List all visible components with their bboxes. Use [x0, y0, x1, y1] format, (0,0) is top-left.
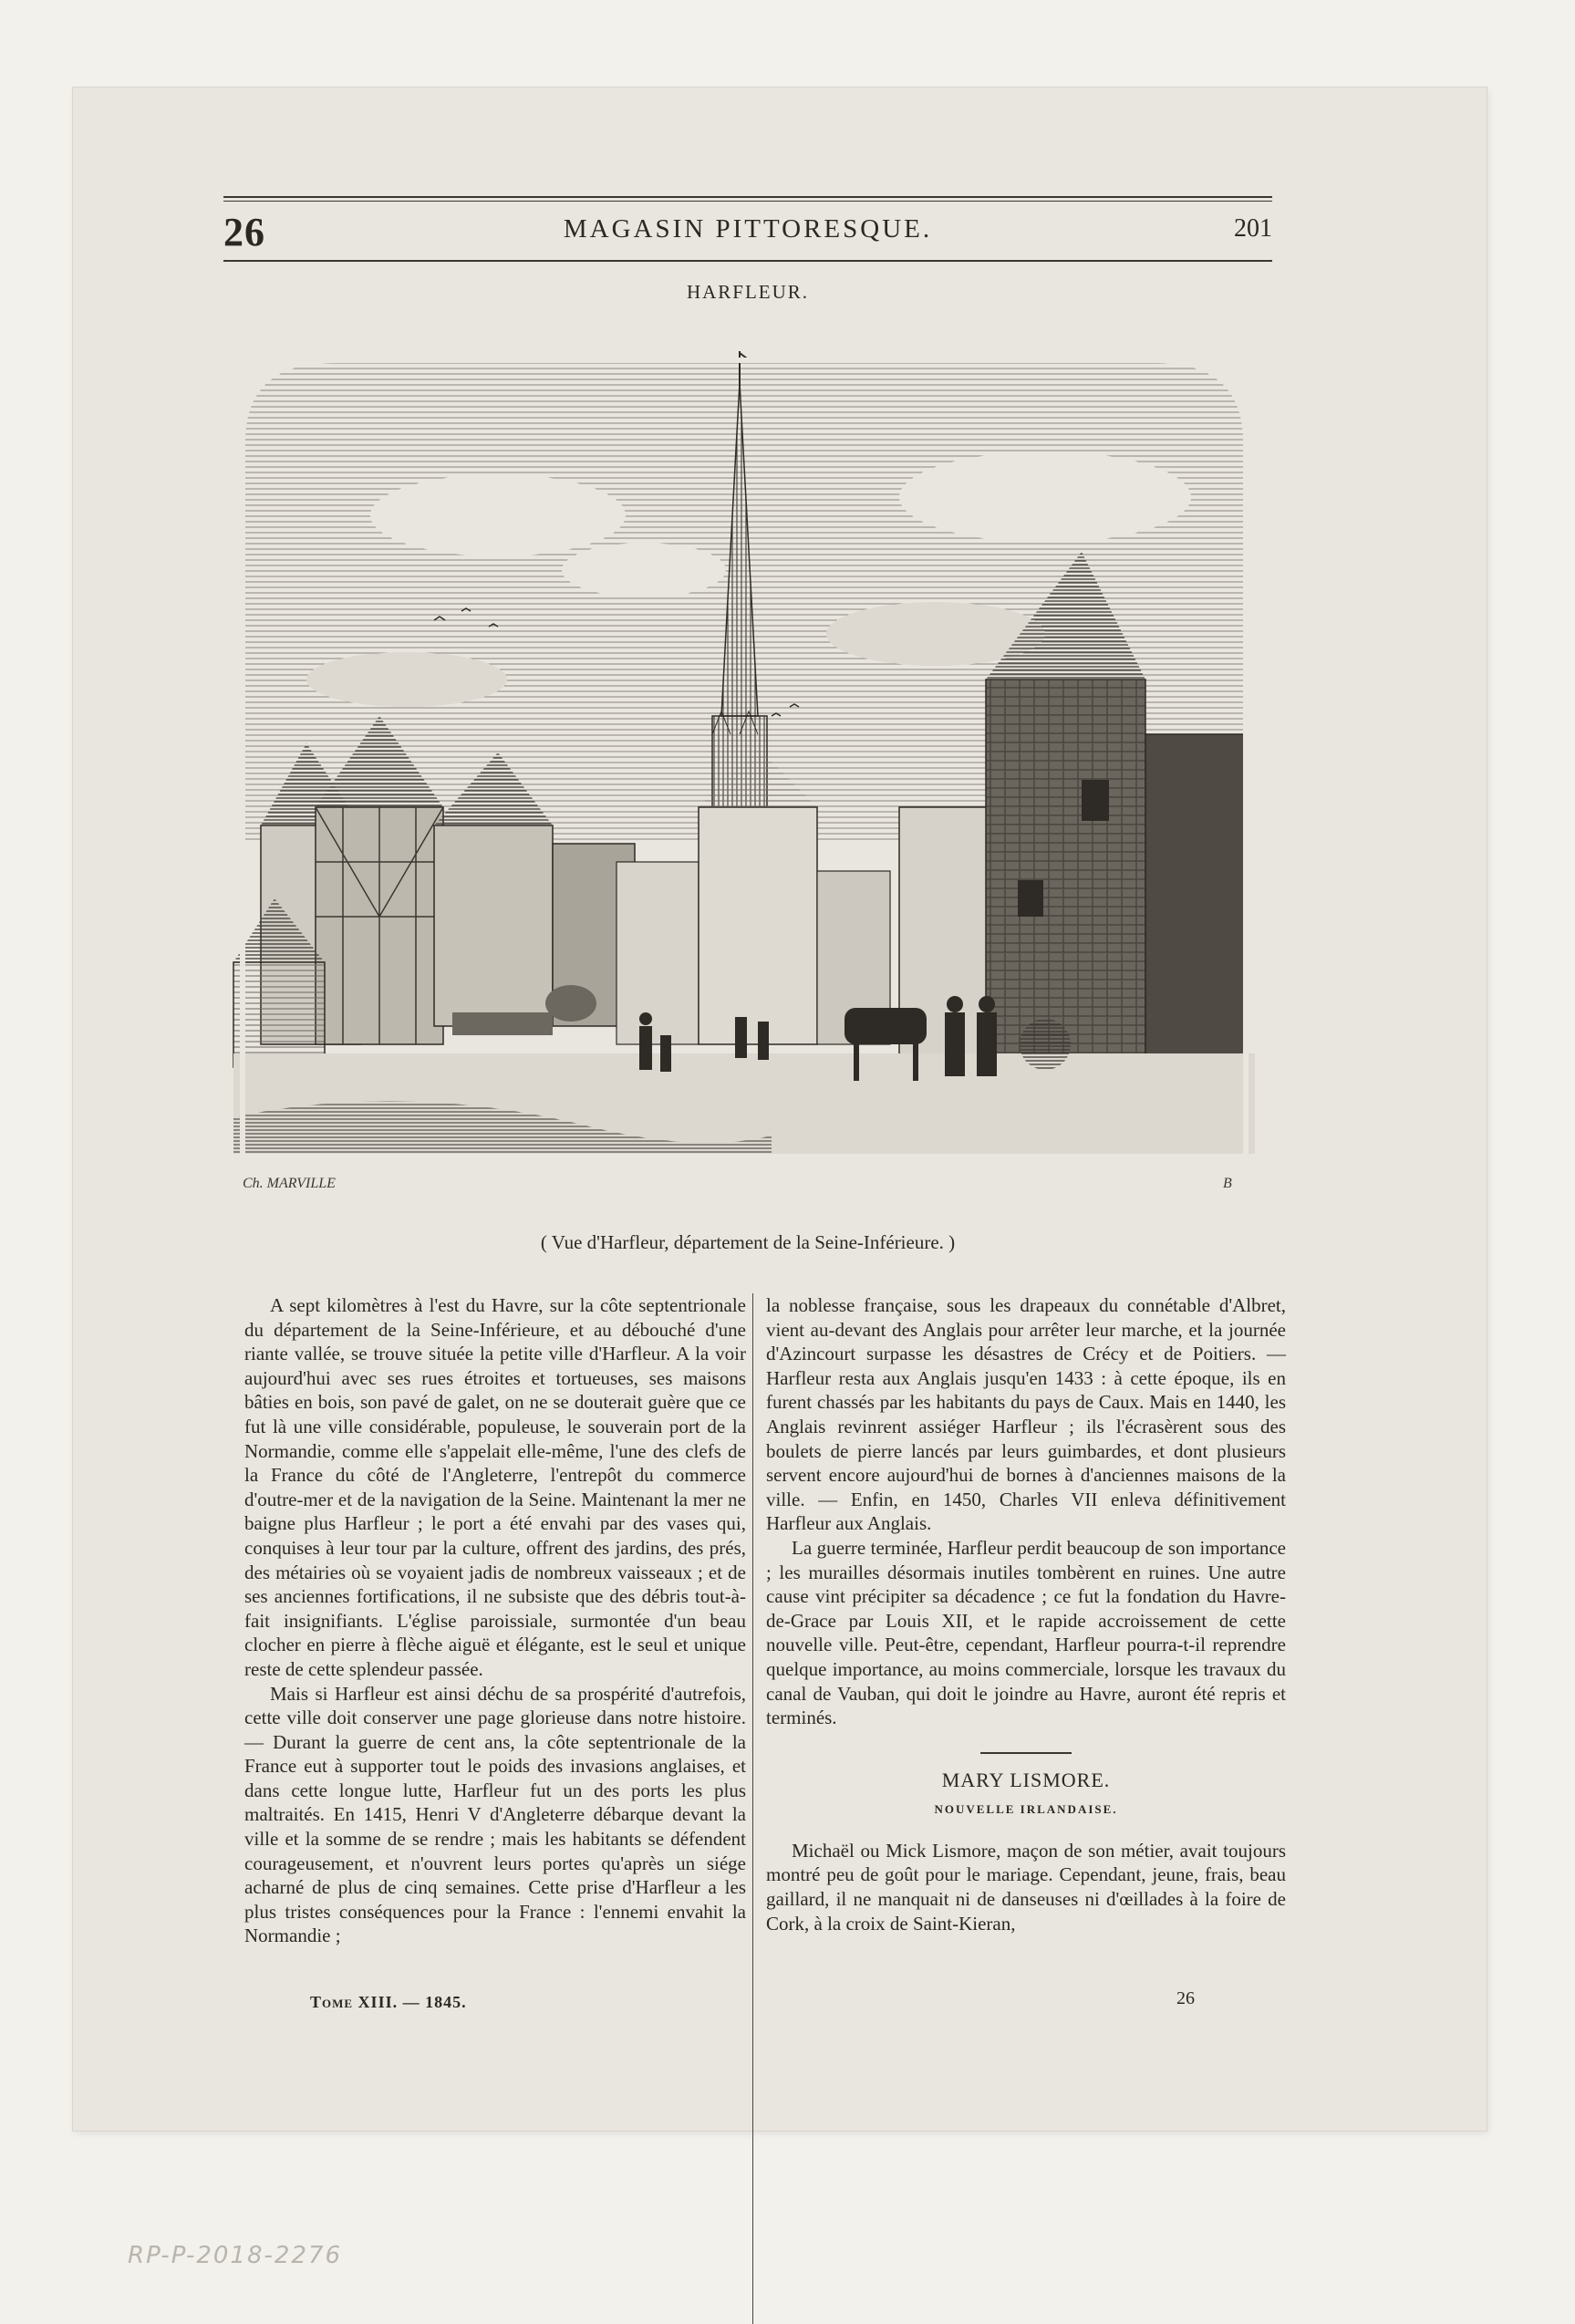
cottage	[233, 962, 325, 1067]
story-title: MARY LISMORE.	[941, 1768, 1111, 1791]
paragraph: Michaël ou Mick Lismore, maçon de son métier, avait toujours montré peu de goût pour le mariage. Cependant, jeune, frais, beau gaillard, il ne manquait ni de danseuses ni d'œillades à la foire de Cork, à la croix de Saint-Kieran,	[766, 1839, 1286, 1935]
magazine-title: MAGASIN PITTORESQUE.	[563, 214, 933, 244]
cloud	[899, 451, 1191, 543]
cloud	[370, 474, 626, 556]
volume-footer: Tome XIII. — 1845.	[310, 1993, 467, 2011]
cloud	[562, 543, 726, 597]
header-double-rule	[223, 201, 1272, 202]
left-column	[244, 1293, 746, 1948]
paragraph: Mais si Harfleur est ainsi déchu de sa prospérité d'autrefois, cette ville doit conserver une page glorieuse dans notre histoire. — Durant la guerre de cent ans, la côte septentrionale de la France eut à supporter tout le poids des invasions anglaises, et dans cette longue lutte, Harfleur fut un des ports les plus maltraités. En 1415, Henri V d'Angleterre débarque devant la ville et la somme de se rendre ; mais les habitants se défendent courageusement, et n'ouvrent leurs portes qu'après un siége acharné de plus de cinq semaines. Cette prise d'Harfleur a les plus tristes conséquences pour la France : l'ennemi envahit la Normandie ;	[244, 1682, 746, 1947]
artist-signature: Ch. MARVILLE	[243, 1176, 336, 1191]
engraver-signature: B	[1223, 1176, 1232, 1191]
signature-mark: 26	[1176, 1988, 1195, 2008]
page-number: 201	[1234, 214, 1272, 243]
paragraph: la noblesse française, sous les drapeaux du connétable d'Albret, vient au-devant des Anglais pour arrêter leur marche, et la journée d'Azincourt surpasse les désastres de Crécy et de Poitiers. — Harfleur resta aux Anglais jusqu'en 1433 : à cette époque, ils en furent chassés par les habitants du pays de Caux. Mais en 1440, les Anglais revinrent assiéger Harfleur ; ils l'écrasèrent sous des boulets de pierre lancés par leurs guimbardes, et dont plusieurs servent encore aujourd'hui de bornes à d'anciennes maisons de la ville. — Enfin, en 1450, Charles VII enleva définitivement Harfleur aux Anglais.	[766, 1294, 1286, 1535]
column-divider	[752, 1293, 753, 2324]
stone-house-right	[986, 680, 1145, 1081]
right-column	[766, 1293, 1286, 1935]
cloud	[306, 652, 507, 707]
engraving-view-of-harfleur	[224, 333, 1264, 1206]
house-centre	[699, 807, 817, 1044]
section-rule	[980, 1752, 1072, 1754]
paragraph: La guerre terminée, Harfleur perdit beaucoup de son importance ; les murailles désormais inutiles tombèrent en ruines. Une autre cause vint précipiter sa décadence ; ce fut la fondation du Havre-de-Grace par Louis XII, et le rapide accroissement de cette nouvelle ville. Peut-être, cependant, Harfleur pourra-t-il reprendre quelque importance, au moins commerciale, lorsque les travaux du canal de Vauban, qui doit le joindre au Havre, auront été repris et terminés.	[766, 1536, 1286, 1729]
article-title: HARFLEUR.	[686, 281, 810, 303]
inventory-number: RP-P-2018-2276	[128, 2242, 343, 2269]
running-header	[223, 196, 1272, 262]
paragraph: A sept kilomètres à l'est du Havre, sur la côte septentrionale du département de la Seine-Inférieure, et au débouché d'une riante vallée, se trouve située la petite ville d'Harfleur. A la voir aujourd'hui avec ses rues étroites et tortueuses, ses maisons bâties en bois, son pavé de galet, on ne se douterait guère que ce fut là une ville considérable, populeuse, le souverain port de la Normandie, comme elle s'appelait elle-même, l'une des clefs de la France du côté de l'Angleterre, l'entrepôt du commerce d'outre-mer et de la navigation de la Seine. Maintenant la mer ne baigne plus Harfleur ; le port a été envahi par des vases qui, conquises à leur tour par la culture, offrent des jardins, des prés, des métairies où se voyaient jadis de nombreux vaisseaux ; et de ses anciennes fortifications, il ne subsiste que des débris tout-à-fait insignifiants. L'église paroissiale, surmontée d'un beau clocher en pierre à flèche aiguë et élégante, est le seul et unique reste de cette splendeur passée.	[244, 1294, 746, 1680]
issue-number: 26	[223, 210, 265, 254]
engraving-caption: ( Vue d'Harfleur, département de la Seine-Inférieure. )	[540, 1231, 956, 1253]
story-subtitle: NOUVELLE IRLANDAISE.	[934, 1802, 1118, 1817]
